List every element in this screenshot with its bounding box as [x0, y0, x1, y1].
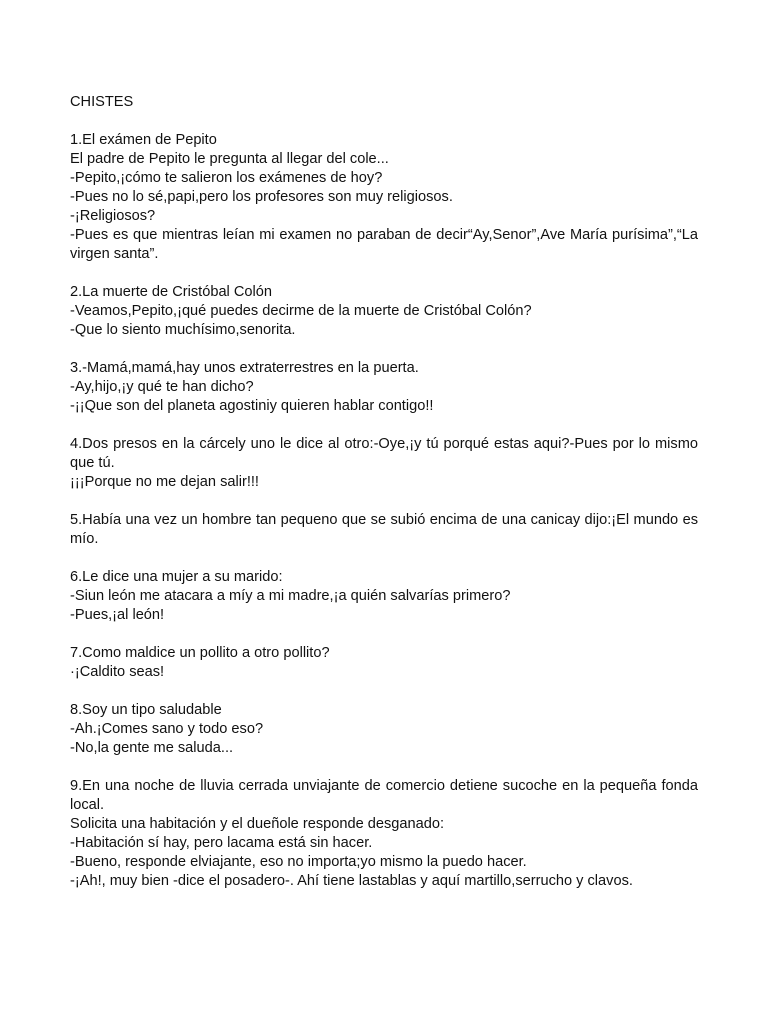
- joke-line: -Pues es que mientras leían mi examen no paraban de decir“Ay,Senor”,Ave María purísima”,“La virgen santa”.: [70, 227, 698, 262]
- joke-7: [70, 644, 698, 682]
- joke-line: 4.Dos presos en la cárcely uno le dice al otro:-Oye,¡y tú porqué estas aqui?-Pues por lo mismo que tú.: [70, 436, 698, 471]
- joke-line: ¡¡¡Porque no me dejan salir!!!: [70, 474, 259, 490]
- joke-line: -No,la gente me saluda...: [70, 740, 234, 756]
- joke-line: -Siun león me atacara a míy a mi madre,¡a quién salvarías primero?: [70, 588, 511, 604]
- joke-5: [70, 511, 698, 549]
- joke-line: 1.El exámen de Pepito: [70, 132, 217, 148]
- joke-line: -Bueno, responde elviajante, eso no importa;yo mismo la puedo hacer.: [70, 854, 527, 870]
- joke-6: [70, 568, 698, 625]
- joke-2: [70, 283, 698, 340]
- joke-line: -Ay,hijo,¡y qué te han dicho?: [70, 379, 254, 395]
- joke-line: -¡¡Que son del planeta agostiniy quieren hablar contigo!!: [70, 398, 434, 414]
- joke-line: 9.En una noche de lluvia cerrada unviajante de comercio detiene sucoche en la pequeña fonda local.: [70, 778, 698, 813]
- joke-3: [70, 359, 698, 416]
- joke-1: [70, 131, 698, 264]
- jokes-list: [70, 131, 698, 891]
- document-page: [70, 93, 698, 910]
- joke-line: -Habitación sí hay, pero lacama está sin hacer.: [70, 835, 373, 851]
- joke-line: 8.Soy un tipo saludable: [70, 702, 222, 718]
- joke-line: El padre de Pepito le pregunta al llegar del cole...: [70, 151, 389, 167]
- joke-line: -Que lo siento muchísimo,senorita.: [70, 322, 296, 338]
- joke-8: [70, 701, 698, 758]
- joke-9: [70, 777, 698, 891]
- joke-line: 3.-Mamá,mamá,hay unos extraterrestres en la puerta.: [70, 360, 419, 376]
- joke-line: -Pues no lo sé,papi,pero los profesores son muy religiosos.: [70, 189, 453, 205]
- joke-line: -Veamos,Pepito,¡qué puedes decirme de la muerte de Cristóbal Colón?: [70, 303, 532, 319]
- joke-line: -Pues,¡al león!: [70, 607, 165, 623]
- joke-line: 7.Como maldice un pollito a otro pollito?: [70, 645, 330, 661]
- joke-line: 5.Había una vez un hombre tan pequeno que se subió encima de una canicay dijo:¡El mundo es mío.: [70, 512, 698, 547]
- joke-line: -¡Religiosos?: [70, 208, 156, 224]
- joke-line: -Ah.¡Comes sano y todo eso?: [70, 721, 264, 737]
- joke-line: ·¡Caldito seas!: [70, 664, 165, 680]
- joke-line: -Pepito,¡cómo te salieron los exámenes de hoy?: [70, 170, 383, 186]
- joke-4: [70, 435, 698, 492]
- joke-line: 2.La muerte de Cristóbal Colón: [70, 284, 272, 300]
- joke-line: 6.Le dice una mujer a su marido:: [70, 569, 283, 585]
- joke-line: Solicita una habitación y el dueñole responde desganado:: [70, 816, 445, 832]
- document-title: CHISTES: [70, 94, 134, 110]
- joke-line: -¡Ah!, muy bien -dice el posadero-. Ahí tiene lastablas y aquí martillo,serrucho y clavos.: [70, 873, 633, 889]
